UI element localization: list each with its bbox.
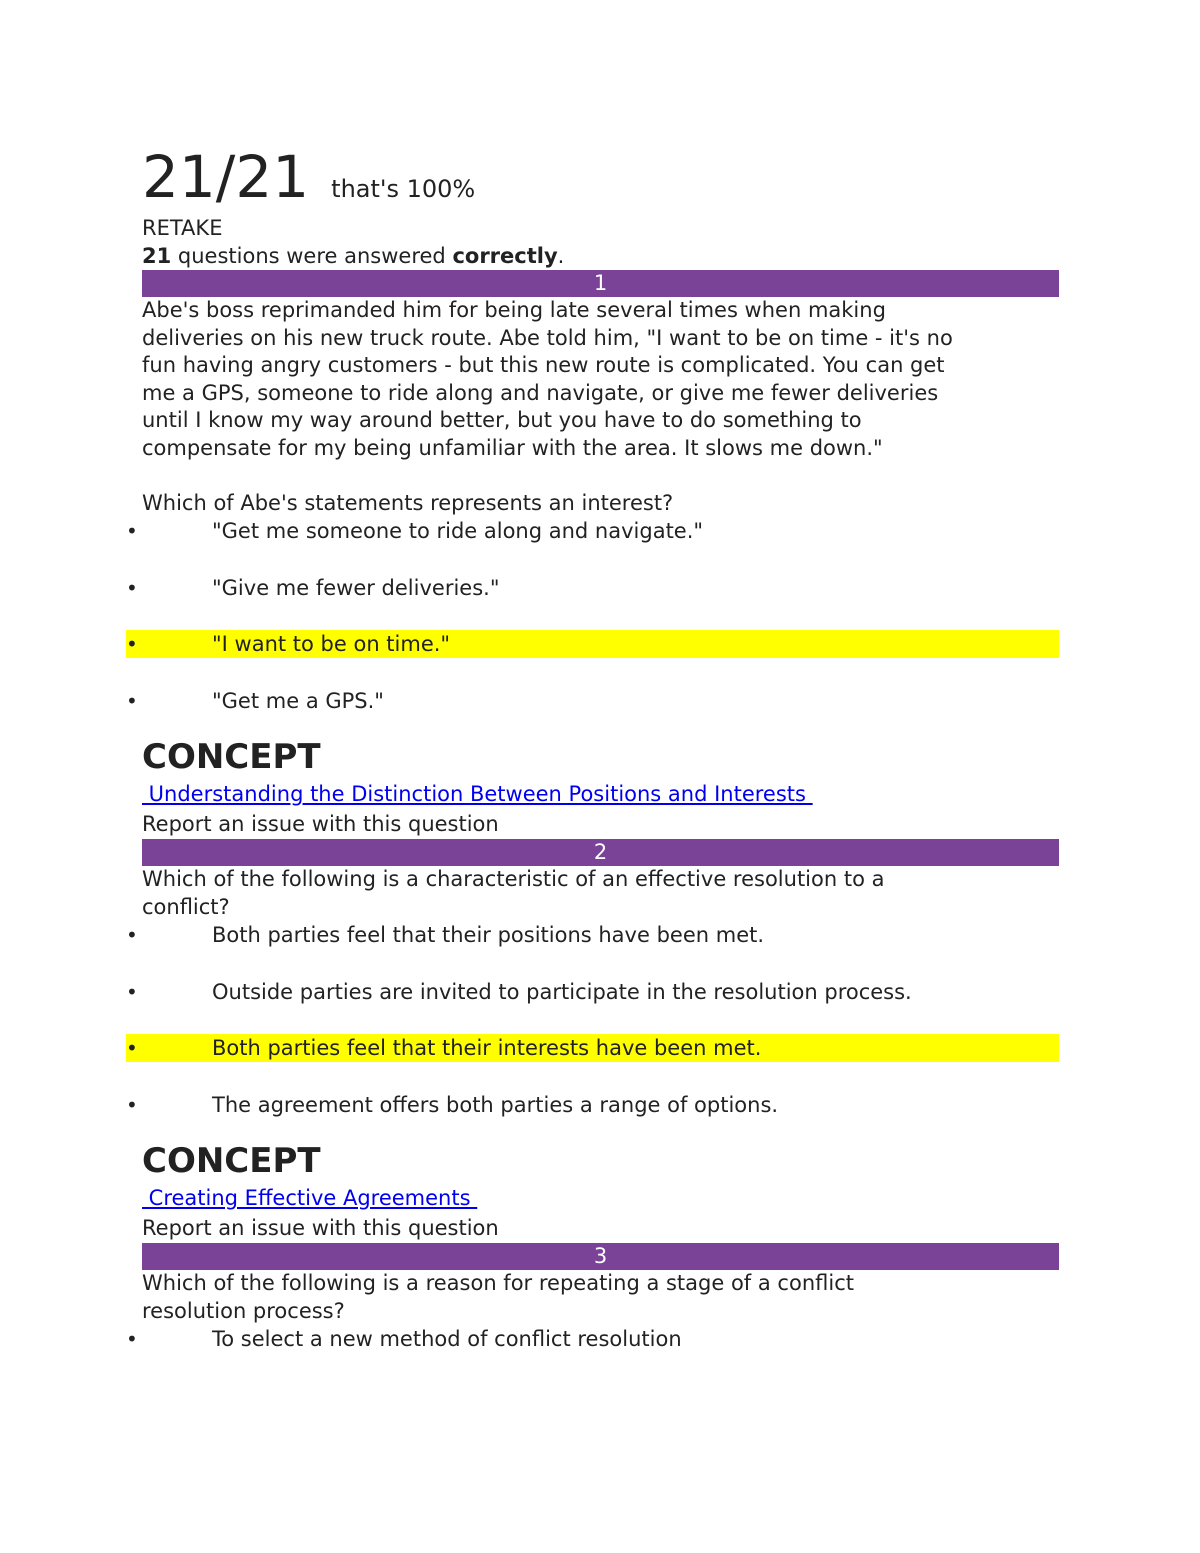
question-stem-line: deliveries on his new truck route. Abe told him, "I want to be on time - it's no — [142, 325, 953, 350]
answer-options — [126, 1325, 1059, 1353]
answer-option-text: Outside parties are invited to participate in the resolution process. — [212, 979, 912, 1004]
correct-count: 21 — [142, 244, 172, 268]
concept-link[interactable]: Understanding the Distinction Between Positions and Interests — [142, 782, 813, 806]
answer-option[interactable] — [126, 978, 1059, 1006]
bullet-icon: • — [126, 575, 138, 600]
report-issue-link[interactable]: Report an issue with this question — [142, 1216, 499, 1240]
bullet-icon: • — [126, 1092, 138, 1117]
answer-option-text: "Get me someone to ride along and navigate." — [212, 519, 704, 543]
answer-option[interactable] — [126, 574, 1059, 602]
question-number-bar: 3 — [142, 1243, 1059, 1270]
question-stem — [142, 866, 1059, 921]
answer-option-text: To select a new method of conflict resolution — [212, 1327, 682, 1351]
question-prompt: Which of Abe's statements represents an interest? — [142, 490, 674, 515]
summary-middle: questions were answered — [171, 244, 453, 268]
answer-option-correct[interactable] — [126, 630, 1059, 658]
answer-option-text: Both parties feel that their positions have been met. — [212, 923, 765, 947]
retake-link[interactable]: RETAKE — [142, 216, 223, 240]
question-stem-line: fun having angry customers - but this new route is complicated. You can get — [142, 353, 945, 377]
concept-link[interactable]: Creating Effective Agreements — [142, 1186, 478, 1210]
answer-option[interactable] — [126, 921, 1059, 949]
question-block-1 — [126, 270, 1059, 837]
bullet-icon: • — [126, 979, 138, 1004]
bullet-icon: • — [126, 1036, 138, 1060]
score-header — [142, 140, 1059, 214]
answer-option-text: The agreement offers both parties a range of options. — [212, 1092, 779, 1117]
question-number-bar: 1 — [142, 270, 1059, 297]
answer-option-text: "Give me fewer deliveries." — [212, 575, 500, 600]
question-stem-line: compensate for my being unfamiliar with the area. It slows me down." — [142, 435, 883, 460]
answer-option-text: "I want to be on time." — [212, 632, 451, 656]
question-stem-line: Which of the following is a reason for repeating a stage of a conflict — [142, 1271, 854, 1295]
answer-option[interactable] — [126, 687, 1059, 715]
answer-options — [126, 517, 1059, 715]
question-stem-line: Abe's boss reprimanded him for being late several times when making — [142, 298, 886, 322]
question-stem — [142, 297, 1059, 462]
question-stem-line: conflict? — [142, 894, 230, 919]
score-fraction: 21/21 — [142, 143, 310, 211]
question-stem-line: resolution process? — [142, 1298, 345, 1323]
question-number-bar: 2 — [142, 839, 1059, 866]
results-summary — [142, 242, 1059, 270]
bullet-icon: • — [126, 688, 138, 713]
answer-option[interactable] — [126, 517, 1059, 545]
summary-end: . — [557, 244, 565, 268]
answer-option-correct[interactable] — [126, 1034, 1059, 1062]
bullet-icon: • — [126, 632, 138, 656]
concept-heading: CONCEPT — [142, 1141, 321, 1181]
concept-heading: CONCEPT — [142, 737, 321, 777]
answer-option-text: "Get me a GPS." — [212, 688, 384, 713]
report-issue-link[interactable]: Report an issue with this question — [142, 812, 499, 836]
bullet-icon: • — [126, 1327, 138, 1351]
answer-option-text: Both parties feel that their interests have been met. — [212, 1036, 762, 1060]
question-block-2 — [126, 839, 1059, 1241]
answer-option[interactable] — [126, 1091, 1059, 1119]
question-block-3 — [126, 1243, 1059, 1353]
answer-option[interactable] — [126, 1325, 1059, 1353]
summary-emphasis: correctly — [452, 244, 558, 268]
question-stem-line: until I know my way around better, but you have to do something to — [142, 408, 862, 432]
question-stem-line: me a GPS, someone to ride along and navigate, or give me fewer deliveries — [142, 380, 939, 405]
bullet-icon: • — [126, 923, 138, 947]
answer-options — [126, 921, 1059, 1119]
question-stem — [142, 1270, 1059, 1325]
question-stem-line: Which of the following is a characteristic of an effective resolution to a — [142, 867, 885, 891]
quiz-results-page — [126, 140, 1059, 1382]
bullet-icon: • — [126, 519, 138, 543]
score-percent: that's 100% — [331, 175, 476, 203]
